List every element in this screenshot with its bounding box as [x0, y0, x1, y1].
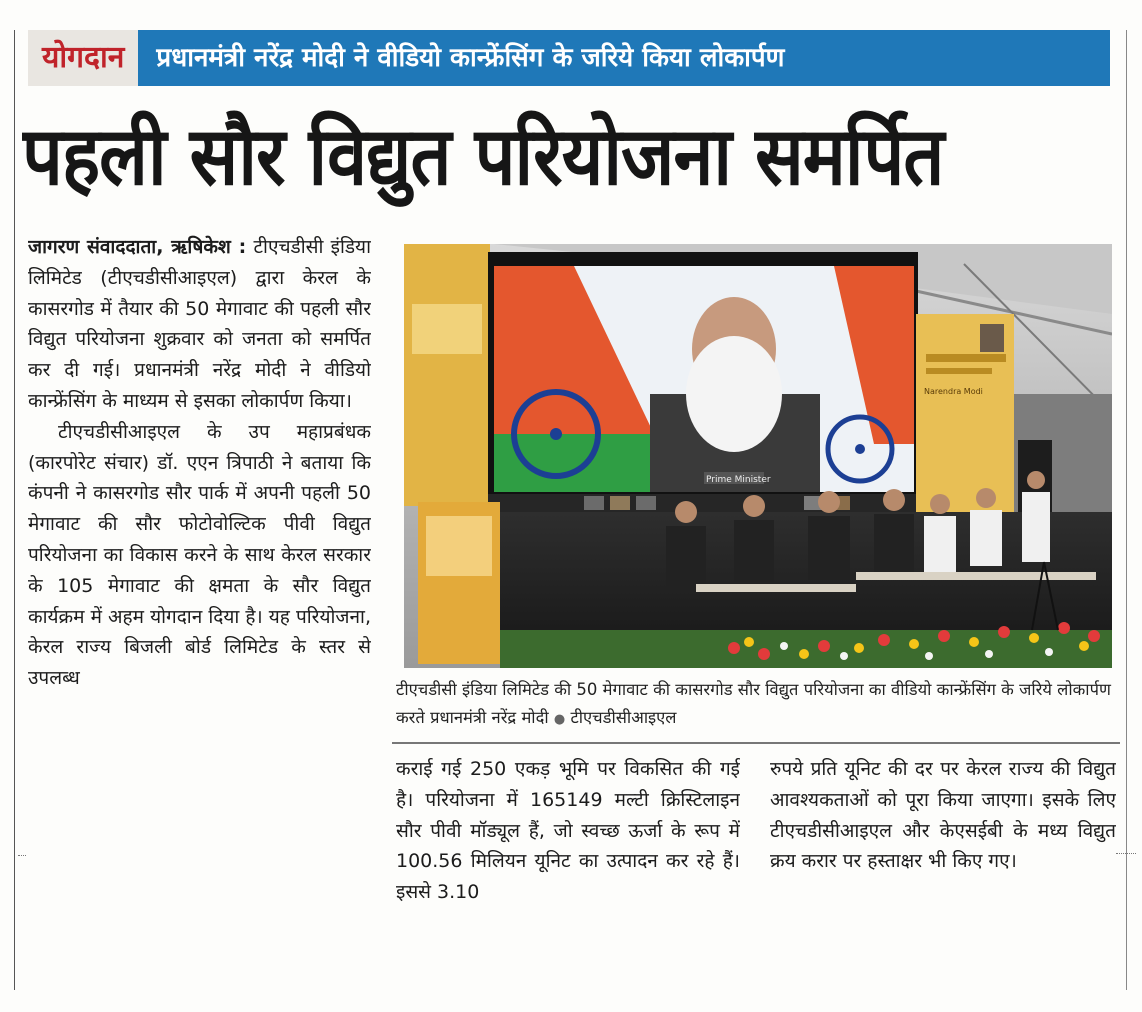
article-column-middle: [396, 754, 740, 984]
paragraph-2: टीएचडीसीआइएल के उप महाप्रबंधक (कारपोरेट संचार) डॉ. एएन त्रिपाठी ने बताया कि कंपनी ने कासरगोड सौर पार्क में अपनी पहली 50 मेगावाट की सौर फोटोवोल्टिक पीवी विद्युत परियोजना का विकास करने के साथ केरल सरकार के 105 मेगावाट की क्षमता के सौर विद्युत कार्यक्रम में अहम योगदान दिया है। यह परियोजना, केरल राज्य बिजली बोर्ड लिमिटेड के स्तर से उपलब्ध: [28, 420, 371, 690]
scan-dotted-mark-right: [1116, 853, 1136, 854]
paragraph-4: रुपये प्रति यूनिट की दर पर केरल राज्य की विद्युत आवश्यकताओं को पूरा किया जाएगा। इसके लिए टीएचडीसीआइएल और केएसईबी के मध्य विद्युत क्रय करार पर हस्ताक्षर भी किए गए।: [770, 758, 1116, 873]
paragraph-3: कराई गई 250 एकड़ भूमि पर विकसित की गई है। परियोजना में 165149 मल्टी क्रिस्टिलाइन सौर पीवी मॉड्यूल हैं, जो स्वच्छ ऊर्जा के रूप में 100.56 मिलियन यूनिट का उत्पादन कर रहे हैं। इससे 3.10: [396, 758, 740, 904]
kicker-tag: योगदान: [28, 30, 138, 86]
scan-dotted-mark-left: [18, 855, 26, 856]
article-column-left: [28, 232, 371, 980]
right-edge-rule: [1126, 30, 1127, 990]
byline: जागरण संवाददाता, ऋषिकेश :: [28, 236, 247, 258]
photo-credit: टीएचडीसीआइएल: [570, 708, 677, 727]
kicker-strip: [28, 30, 1110, 86]
news-photo: [404, 244, 1112, 668]
left-column-rule: [14, 30, 15, 990]
caption-text: टीएचडीसी इंडिया लिमिटेड की 50 मेगावाट की कासरगोड सौर विद्युत परियोजना का वीडियो कान्फ्रेंसिंग के जरिये लोकार्पण करते प्रधानमंत्री नरेंद्र मोदी: [396, 680, 1111, 727]
caption-divider: [392, 742, 1120, 744]
caption-bullet: ●: [553, 712, 566, 727]
kicker-strapline: प्रधानमंत्री नरेंद्र मोदी ने वीडियो कान्फ्रेंसिंग के जरिये किया लोकार्पण: [138, 30, 1110, 86]
conference-photo-illustration: [404, 244, 1112, 668]
headline: पहली सौर विद्युत परियोजना समर्पित: [22, 108, 944, 204]
screen-name-label: Prime Minister: [706, 475, 771, 485]
paragraph-1: टीएचडीसी इंडिया लिमिटेड (टीएचडीसीआइएल) द्वारा केरल के कासरगोड में तैयार की 50 मेगावाट की पहली सौर विद्युत परियोजना शुक्रवार को जनता को समर्पित कर दी गई। प्रधानमंत्री नरेंद्र मोदी ने वीडियो कान्फ्रेंसिंग के माध्यम से इसका लोकार्पण किया।: [28, 236, 371, 412]
banner-name-label: Narendra Modi: [924, 387, 983, 396]
paragraph-lead: [28, 232, 371, 417]
photo-caption: [396, 676, 1116, 734]
article-column-right: [770, 754, 1116, 984]
